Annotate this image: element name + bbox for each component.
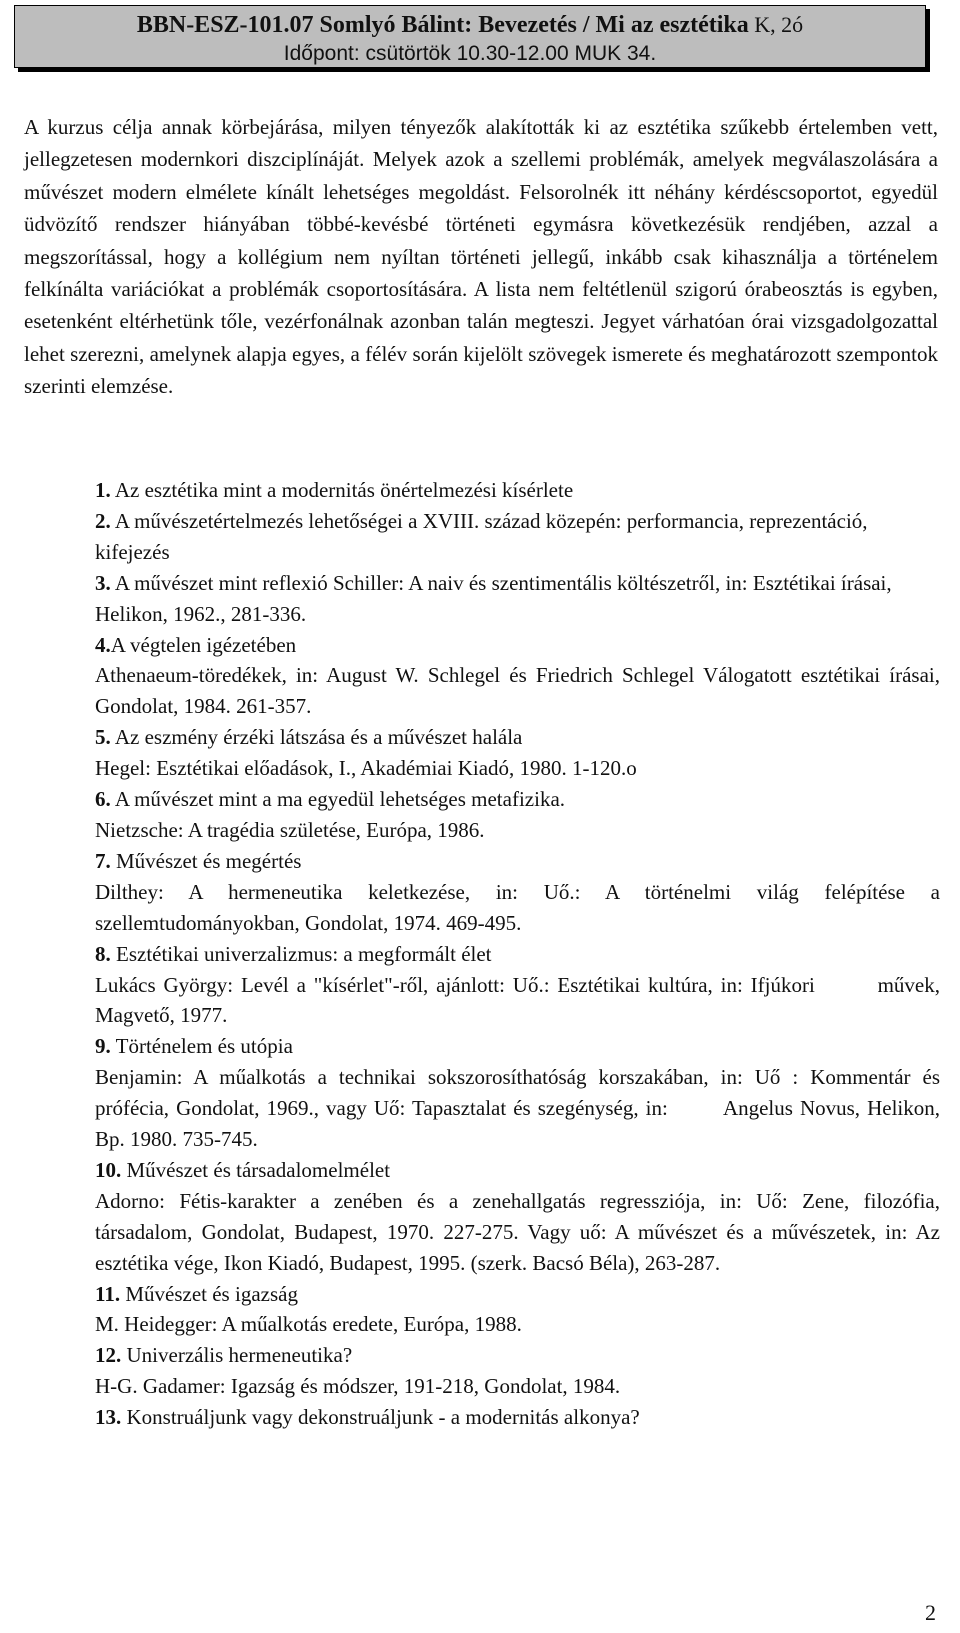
topic-title: Az esztétika mint a modernitás önértelmezési kísérlete bbox=[110, 478, 574, 502]
topic-reading: Lukács György: Levél a "kísérlet"-ről, ajánlott: Uő.: Esztétikai kultúra, in: Ifjúkori művek, Magvető, 1977. bbox=[95, 972, 946, 1028]
topic-number: 1. bbox=[95, 478, 111, 502]
topic-heading bbox=[95, 568, 940, 630]
topic-item bbox=[95, 846, 940, 939]
topic-item bbox=[95, 784, 940, 846]
topic-item bbox=[95, 1340, 940, 1402]
topic-number: 10. bbox=[95, 1157, 122, 1182]
topic-heading bbox=[95, 1155, 940, 1186]
topic-reading: H-G. Gadamer: Igazság és módszer, 191-218, Gondolat, 1984. bbox=[95, 1374, 621, 1399]
topic-title: A művészet mint reflexió Schiller: A naiv és szentimentális költészetről, in: Esztétikai írásai, Helikon, 1962., 281-336. bbox=[95, 570, 892, 626]
topic-title: Művészet és igazság bbox=[120, 1281, 298, 1306]
course-time: Időpont: csütörtök 10.30-12.00 MUK 34. bbox=[283, 42, 657, 65]
topic-heading bbox=[95, 1402, 940, 1433]
topic-item bbox=[95, 939, 946, 1032]
topic-number: 12. bbox=[95, 1343, 122, 1368]
topic-number: 13. bbox=[95, 1405, 122, 1430]
topic-reading: Nietzsche: A tragédia születése, Európa, 1986. bbox=[95, 817, 485, 842]
topic-title: Esztétikai univerzalizmus: a megformált élet bbox=[110, 941, 492, 966]
topic-title: Történelem és utópia bbox=[110, 1034, 293, 1059]
topic-item bbox=[95, 475, 940, 506]
topic-heading bbox=[95, 1340, 940, 1371]
topic-item bbox=[95, 1279, 940, 1341]
topic-title: A végtelen igézetében bbox=[110, 632, 297, 657]
topic-heading bbox=[95, 475, 940, 506]
topic-item bbox=[95, 1031, 946, 1155]
page-number: 2 bbox=[925, 1600, 936, 1625]
topic-number: 7. bbox=[95, 848, 111, 873]
topic-title: Az eszmény érzéki látszása és a művészet halála bbox=[110, 725, 523, 750]
intro-paragraph: A kurzus célja annak körbejárása, milyen tényezők alakították ki az esztétika szűkebb értelemben vett, jellegzetesen modernkori diszciplínáját. Melyek azok a szellemi problémák, amelyek megválaszolására a művészet modern elmélete kínált lehetséges megoldást. Felsorolnék itt néhány kérdéscsoportot, egyedül üdvözítő rendszer hiányában többé-kevésbé történeti egymásra következésük rendjében, azzal a megszorítással, hogy a kollégium nem nyíltan történeti jellegű, inkább csak kihasználja a történelem felkínálta variációkat a problémák csoportosítására. A lista nem feltétlenül szigorú órabeosztás is egyben, esetenként eltérhetünk tőle, vezérfonálnak azonban talán megteszi. Jegyet várhatóan órai vizsgadolgozattal lehet szerezni, amelynek alapja egyes, a félév során kijelölt szövegek ismerete és meghatározott szempontok szerinti elemzése. bbox=[24, 115, 938, 399]
topic-heading bbox=[95, 846, 940, 877]
topic-number: 9. bbox=[95, 1034, 111, 1059]
topic-heading bbox=[95, 1279, 940, 1310]
topic-item bbox=[95, 1155, 940, 1279]
topic-number: 2. bbox=[95, 508, 111, 533]
topic-item bbox=[95, 568, 940, 630]
header-box bbox=[14, 5, 926, 68]
topic-reading: Dilthey: A hermeneutika keletkezése, in: Uő.: A történelmi világ felépítése a szellemtudományokban, Gondolat, 1974. 469-495. bbox=[95, 879, 940, 935]
topic-title: Konstruáljunk vagy dekonstruáljunk - a modernitás alkonya? bbox=[121, 1405, 640, 1430]
topic-title: A művészetértelmezés lehetőségei a XVIII. század közepén: performancia, reprezentáció, kifejezés bbox=[95, 508, 868, 564]
course-title-suffix: K, 2ó bbox=[748, 12, 804, 37]
topic-heading bbox=[95, 1031, 940, 1062]
topic-reading: Benjamin: A műalkotás a technikai sokszorosíthatóság korszakában, in: Uő : Kommentár és prófécia, Gondolat, 1969., vagy Uő: Tapasztalat és szegénység, in: Angelus Novus, Helikon, Bp. 1980. 735-745. bbox=[95, 1065, 946, 1152]
topic-number: 8. bbox=[95, 941, 111, 966]
topic-title: Művészet és megértés bbox=[110, 848, 302, 873]
topic-heading bbox=[95, 630, 940, 661]
topic-item bbox=[95, 506, 940, 568]
course-title: BBN-ESZ-101.07 Somlyó Bálint: Bevezetés / Mi az esztétika bbox=[136, 12, 749, 38]
topic-item bbox=[95, 722, 940, 784]
topic-heading bbox=[95, 784, 940, 815]
topic-number: 5. bbox=[95, 725, 111, 750]
topic-title: Művészet és társadalomelmélet bbox=[121, 1157, 391, 1182]
topic-title: Univerzális hermeneutika? bbox=[121, 1343, 353, 1368]
topic-number: 6. bbox=[95, 787, 111, 812]
topic-item bbox=[95, 630, 940, 723]
topic-heading bbox=[95, 722, 940, 753]
topic-reading: Athenaeum-töredékek, in: August W. Schlegel és Friedrich Schlegel Válogatott esztétikai írásai, Gondolat, 1984. 261-357. bbox=[95, 663, 940, 719]
topic-list bbox=[95, 475, 946, 1433]
topic-number: 4. bbox=[95, 632, 111, 657]
topic-heading bbox=[95, 506, 940, 568]
course-title-line bbox=[15, 10, 925, 40]
topic-title: A művészet mint a ma egyedül lehetséges metafizika. bbox=[110, 787, 566, 812]
topic-number: 3. bbox=[95, 570, 111, 595]
topic-reading: Adorno: Fétis-karakter a zenében és a zenehallgatás regressziója, in: Uő: Zene, filozófia, társadalom, Gondolat, Budapest, 1970. 227-275. Vagy uő: A művészet és a művészetek, in: Az esztétika vége, Ikon Kiadó, Budapest, 1995. (szerk. Bacsó Béla), 263-287. bbox=[95, 1188, 940, 1275]
topic-reading: M. Heidegger: A műalkotás eredete, Európa, 1988. bbox=[95, 1312, 522, 1337]
topic-item bbox=[95, 1402, 940, 1433]
topic-heading bbox=[95, 939, 940, 970]
topic-reading: Hegel: Esztétikai előadások, I., Akadémiai Kiadó, 1980. 1-120.o bbox=[95, 756, 637, 781]
topic-number: 11. bbox=[95, 1281, 121, 1306]
